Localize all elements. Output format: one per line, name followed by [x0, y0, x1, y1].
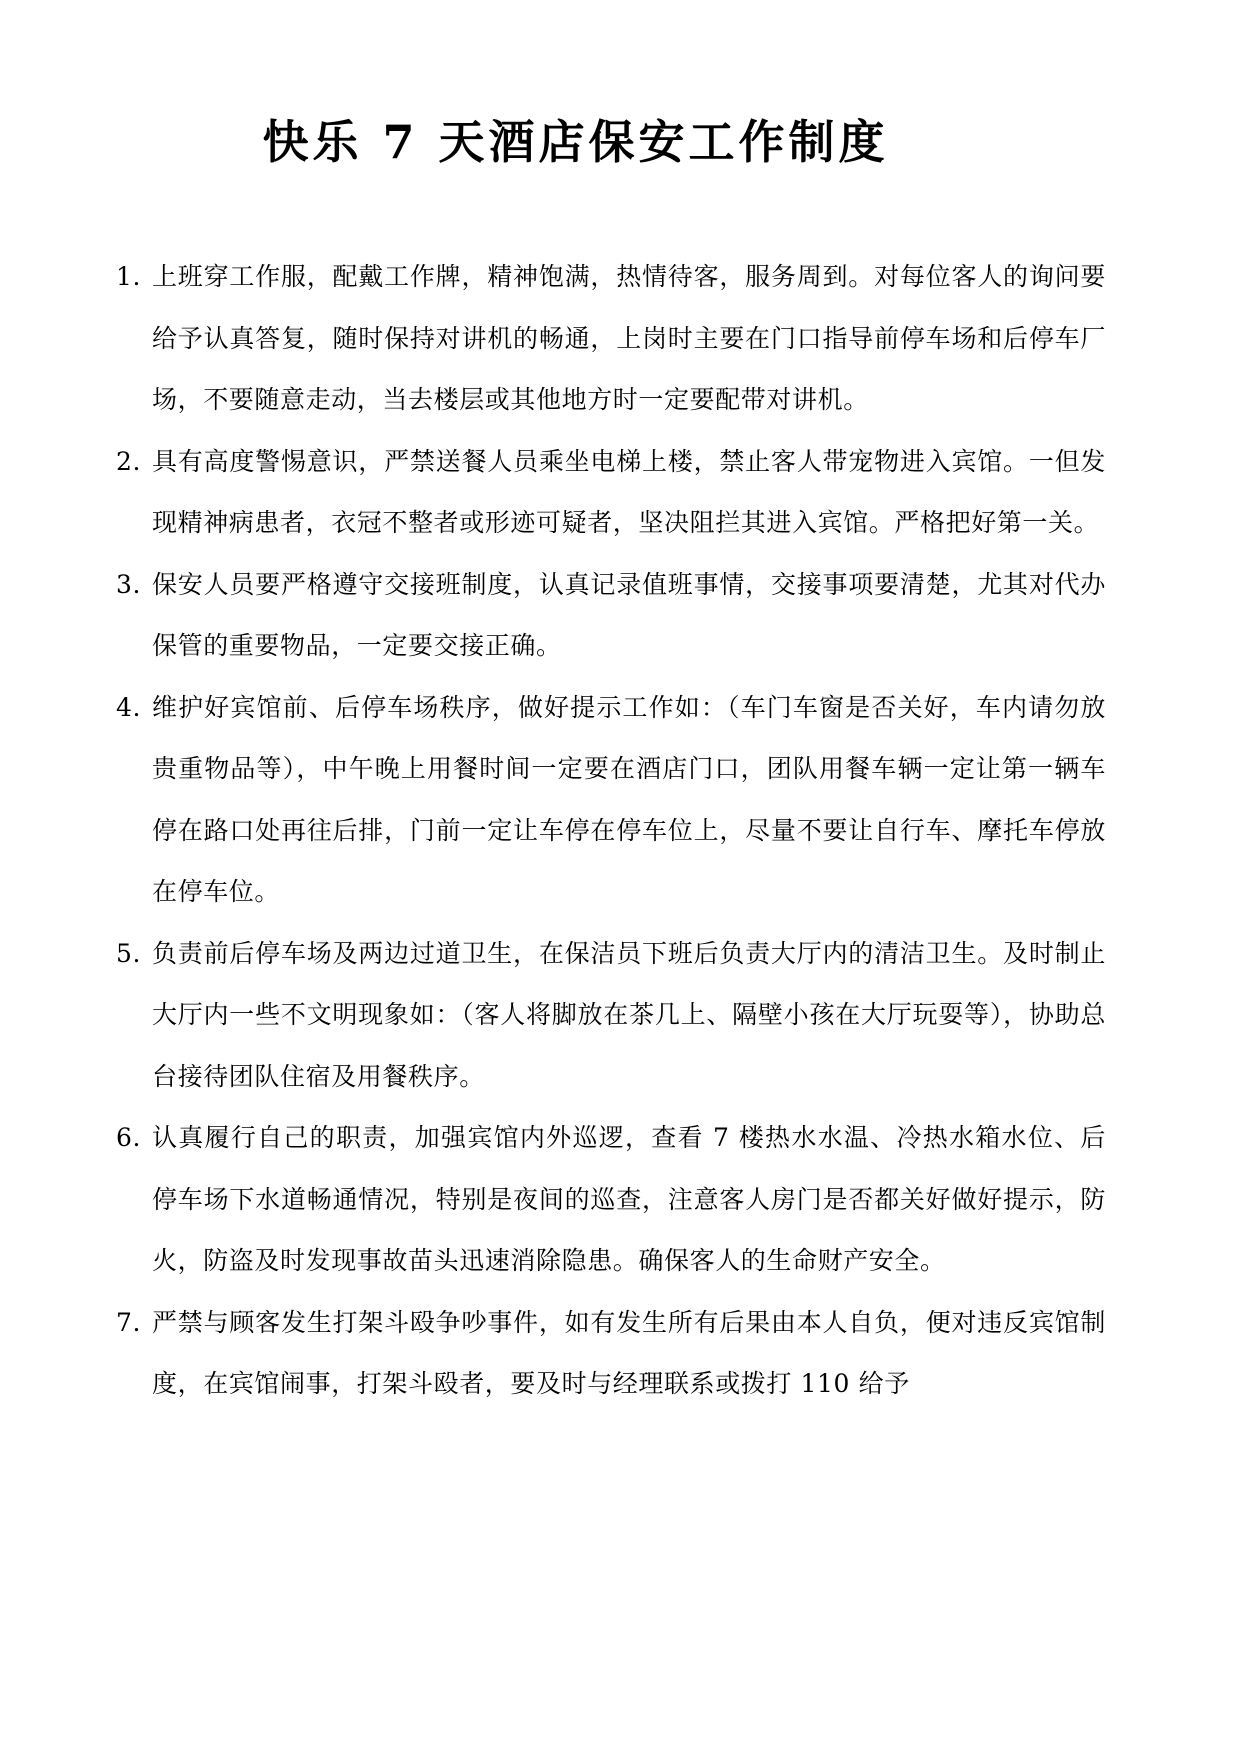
rule-number: 6. — [116, 1123, 142, 1152]
rules-list — [116, 246, 1106, 1415]
rule-text: 维护好宾馆前、后停车场秩序，做好提示工作如：（车门车窗是否关好，车内请勿放贵重物品等），中午晚上用餐时间一定要在酒店门口，团队用餐车辆一定让第一辆车停在路口处再往后排，门前一定让车停在停车位上，尽量不要让自行车、摩托车停放在停车位。 — [152, 692, 1106, 906]
rule-item — [116, 677, 1106, 923]
rule-item — [116, 923, 1106, 1108]
rule-text: 认真履行自己的职责，加强宾馆内外巡逻，查看 7 楼热水水温、冷热水箱水位、后停车场下水道畅通情况，特别是夜间的巡查，注意客人房门是否都关好做好提示，防火，防盗及时发现事故苗头迅速消除隐患。确保客人的生命财产安全。 — [152, 1123, 1106, 1275]
rule-text: 上班穿工作服，配戴工作牌，精神饱满，热情待客，服务周到。对每位客人的询问要给予认真答复，随时保持对讲机的畅通，上岗时主要在门口指导前停车场和后停车厂场，不要随意走动，当去楼层或其他地方时一定要配带对讲机。 — [152, 262, 1106, 414]
rule-item — [116, 1107, 1106, 1292]
rule-text: 严禁与顾客发生打架斗殴争吵事件，如有发生所有后果由本人自负，便对违反宾馆制度，在宾馆闹事，打架斗殴者，要及时与经理联系或拨打 110 给予 — [152, 1307, 1106, 1398]
rule-item — [116, 431, 1106, 554]
rule-number: 1. — [116, 262, 142, 291]
rule-number: 5. — [116, 938, 142, 968]
rule-item — [116, 246, 1106, 431]
document-title: 快乐 7 天酒店保安工作制度 — [262, 115, 889, 169]
rule-number: 4. — [116, 692, 142, 722]
rule-item — [116, 554, 1106, 677]
rule-number: 7. — [116, 1307, 142, 1337]
rule-text: 保安人员要严格遵守交接班制度，认真记录值班事情，交接事项要清楚，尤其对代办保管的重要物品，一定要交接正确。 — [152, 569, 1106, 660]
rule-item — [116, 1292, 1106, 1415]
rule-number: 2. — [116, 446, 142, 476]
rule-text: 具有高度警惕意识，严禁送餐人员乘坐电梯上楼，禁止客人带宠物进入宾馆。一但发现精神病患者，衣冠不整者或形迹可疑者，坚决阻拦其进入宾馆。严格把好第一关。 — [152, 446, 1106, 537]
rule-text: 负责前后停车场及两边过道卫生，在保洁员下班后负责大厅内的清洁卫生。及时制止大厅内一些不文明现象如：（客人将脚放在茶几上、隔壁小孩在大厅玩耍等），协助总台接待团队住宿及用餐秩序。 — [152, 938, 1106, 1091]
rule-number: 3. — [116, 569, 142, 599]
